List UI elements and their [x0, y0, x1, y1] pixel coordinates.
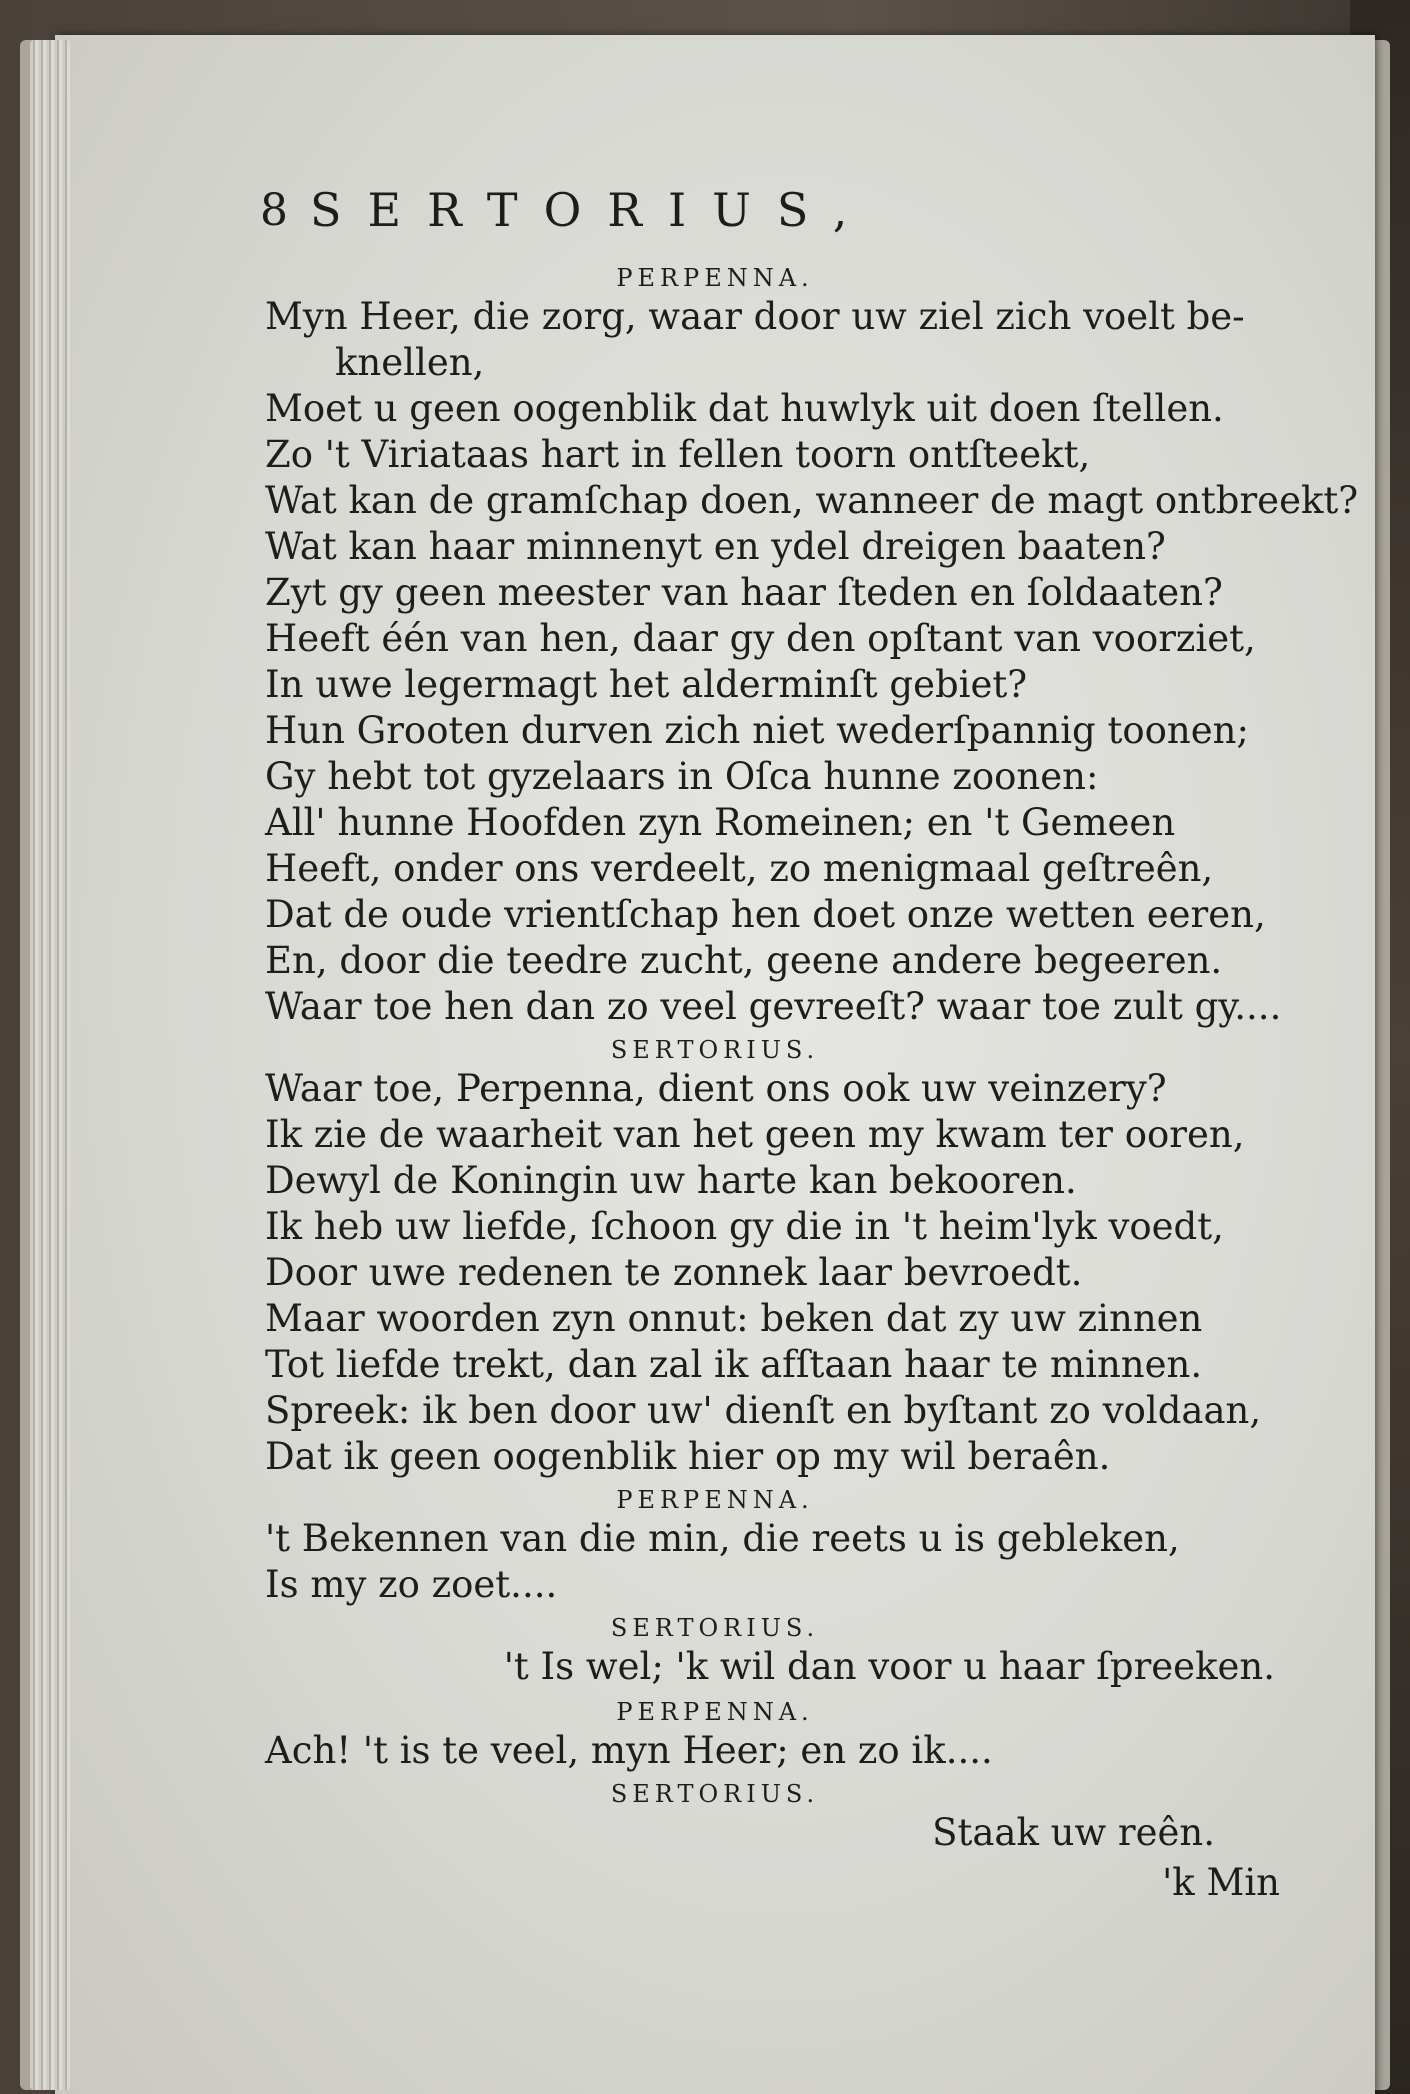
verse-line: 't Bekennen van die min, die reets u is gebleken,: [265, 1517, 1180, 1560]
page-text: [55, 35, 1375, 2094]
verse-line: Staak uw reên.: [932, 1811, 1215, 1854]
verse-line: Hun Grooten durven zich niet wederſpannig toonen;: [265, 709, 1249, 752]
verse-line: Wat kan haar minnenyt en ydel dreigen baaten?: [265, 525, 1166, 568]
verse-line: Dewyl de Koningin uw harte kan bekooren.: [265, 1159, 1077, 1202]
verse-line: Heeft, onder ons verdeelt, zo menigmaal geſtreên,: [265, 847, 1214, 890]
verse-line: knellen,: [335, 341, 485, 384]
verse-line: Waar toe hen dan zo veel gevreeſt? waar toe zult gy....: [265, 985, 1282, 1028]
verse-line: In uwe legermagt het alderminſt gebiet?: [265, 663, 1028, 706]
speaker-heading: PERPENNA.: [616, 264, 814, 292]
verse-line: Wat kan de gramſchap doen, wanneer de magt ontbreekt?: [265, 479, 1359, 522]
page-number: 8: [260, 185, 288, 236]
book-page: [55, 35, 1375, 2094]
speaker-heading: SERTORIUS.: [610, 1036, 820, 1064]
speaker-heading: SERTORIUS.: [610, 1614, 820, 1642]
verse-line: Heeft één van hen, daar gy den opſtant van voorziet,: [265, 617, 1256, 660]
verse-line: Ach! 't is te veel, myn Heer; en zo ik....: [265, 1729, 993, 1772]
running-head: SERTORIUS,: [310, 183, 874, 237]
verse-line: Ik zie de waarheit van het geen my kwam ter ooren,: [265, 1113, 1245, 1156]
verse-line: Spreek: ik ben door uw' dienſt en byſtant zo voldaan,: [265, 1389, 1262, 1432]
speaker-heading: PERPENNA.: [616, 1486, 814, 1514]
speaker-heading: SERTORIUS.: [610, 1780, 820, 1808]
verse-line: Zyt gy geen meester van haar ſteden en ſoldaaten?: [265, 571, 1223, 614]
verse-line: Gy hebt tot gyzelaars in Oſca hunne zoonen:: [265, 755, 1099, 798]
page-deckle-edge: [30, 40, 70, 2090]
verse-line: En, door die teedre zucht, geene andere begeeren.: [265, 939, 1223, 982]
verse-line: Zo 't Viriataas hart in fellen toorn ontſteekt,: [265, 433, 1091, 476]
verse-line: Door uwe redenen te zonnek laar bevroedt.: [265, 1251, 1083, 1294]
verse-line: 't Is wel; 'k wil dan voor u haar ſpreeken.: [503, 1645, 1275, 1688]
verse-line: Dat de oude vrientſchap hen doet onze wetten eeren,: [265, 893, 1266, 936]
verse-line: Waar toe, Perpenna, dient ons ook uw veinzery?: [265, 1067, 1167, 1110]
catchword: 'k Min: [1162, 1861, 1280, 1904]
speaker-heading: PERPENNA.: [616, 1698, 814, 1726]
verse-line: Ik heb uw liefde, ſchoon gy die in 't heim'lyk voedt,: [265, 1205, 1224, 1248]
verse-line: Myn Heer, die zorg, waar door uw ziel zich voelt be-: [265, 295, 1245, 338]
verse-line: All' hunne Hoofden zyn Romeinen; en 't Gemeen: [265, 801, 1176, 844]
verse-line: Moet u geen oogenblik dat huwlyk uit doen ſtellen.: [265, 387, 1224, 430]
verse-line: Is my zo zoet....: [265, 1563, 558, 1606]
verse-line: Tot liefde trekt, dan zal ik afſtaan haar te minnen.: [265, 1343, 1203, 1386]
verse-line: Dat ik geen oogenblik hier op my wil beraên.: [265, 1435, 1111, 1478]
verse-line: Maar woorden zyn onnut: beken dat zy uw zinnen: [265, 1297, 1203, 1340]
